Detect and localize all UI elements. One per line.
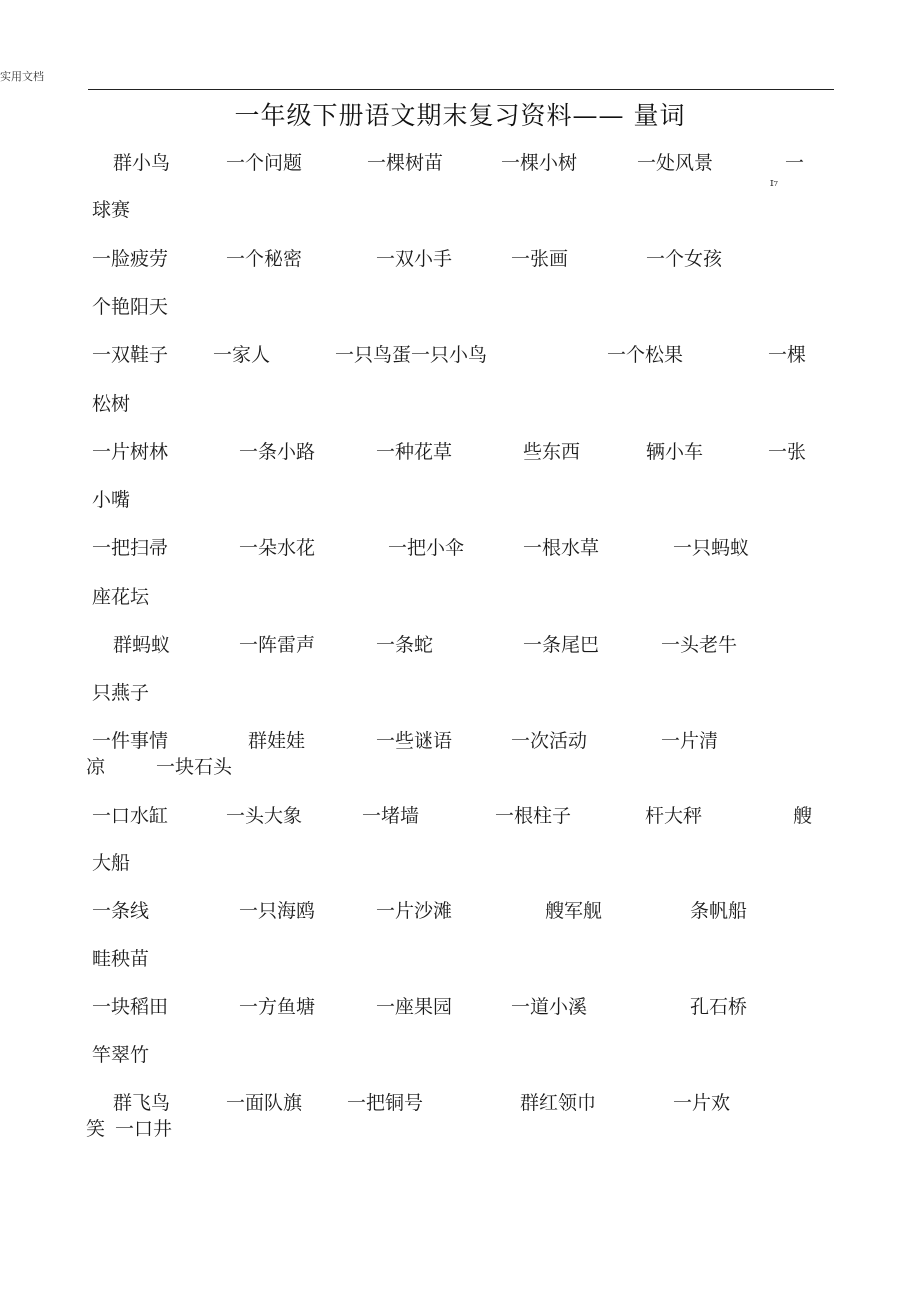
word: 条帆船 [690, 900, 748, 922]
word: 孔石桥 [690, 996, 748, 1018]
word: 艘军舰 [545, 900, 603, 922]
word: 些东西 [523, 441, 581, 463]
word: 一棵 [768, 344, 807, 366]
word: 座花坛 [92, 586, 150, 608]
word: 群蚂蚁 [113, 634, 171, 656]
word: 一口井 [115, 1118, 173, 1140]
word: 一条尾巴 [523, 634, 600, 656]
word: 一头老牛 [661, 634, 738, 656]
word: 一堵墙 [362, 805, 420, 827]
word: 一脸疲劳 [92, 248, 169, 270]
word: 一座果园 [376, 996, 453, 1018]
word: 一家人 [213, 344, 271, 366]
word: 群飞鸟 [113, 1092, 171, 1114]
word: 一方鱼塘 [239, 996, 316, 1018]
word: 艘 [793, 805, 813, 827]
word: 一片清 [661, 730, 719, 752]
word: 一个问题 [226, 152, 303, 174]
word: 辆小车 [646, 441, 704, 463]
word: 只燕子 [92, 682, 150, 704]
word: 一只鸟蛋一只小鸟 [335, 344, 488, 366]
word: 一块石头 [156, 756, 233, 778]
word: 一次活动 [511, 730, 588, 752]
word: 一块稻田 [92, 996, 169, 1018]
word: 一条小路 [239, 441, 316, 463]
word: 一条线 [92, 900, 150, 922]
word: 一双小手 [376, 248, 453, 270]
word: 一头大象 [226, 805, 303, 827]
word: 畦秧苗 [92, 948, 150, 970]
word: 一个女孩 [646, 248, 723, 270]
word: 笑 [86, 1118, 106, 1140]
page-fragment: ɪ₇ [770, 176, 778, 189]
word: 一道小溪 [511, 996, 588, 1018]
word: 一张 [768, 441, 807, 463]
word: 一条蛇 [376, 634, 434, 656]
word: 一双鞋子 [92, 344, 169, 366]
header-label: 实用文档 [0, 70, 44, 83]
word: 一些谜语 [376, 730, 453, 752]
word: 一处风景 [637, 152, 714, 174]
word: 一张画 [511, 248, 569, 270]
word: 一朵水花 [239, 537, 316, 559]
word: 凉 [86, 756, 106, 778]
word: 一口水缸 [92, 805, 169, 827]
word: 一片欢 [673, 1092, 731, 1114]
word: 一个松果 [607, 344, 684, 366]
word: 群小鸟 [113, 152, 171, 174]
word: 松树 [92, 393, 131, 415]
word: 群娃娃 [248, 730, 306, 752]
word: 大船 [92, 852, 131, 874]
word: 一把扫帚 [92, 537, 169, 559]
word: 球赛 [92, 199, 131, 221]
word: 一棵树苗 [367, 152, 444, 174]
word: 一根柱子 [495, 805, 572, 827]
page-title: 一年级下册语文期末复习资料—— 量词 [234, 101, 686, 130]
word: 一个秘密 [226, 248, 303, 270]
word: 一片沙滩 [376, 900, 453, 922]
word: 一只海鸥 [239, 900, 316, 922]
word: 一根水草 [523, 537, 600, 559]
word: 一阵雷声 [239, 634, 316, 656]
word: 一只蚂蚁 [673, 537, 750, 559]
word: 杆大秤 [645, 805, 703, 827]
word: 一件事情 [92, 730, 169, 752]
word: 一把铜号 [347, 1092, 424, 1114]
word: 个艳阳天 [92, 296, 169, 318]
word: 一片树林 [92, 441, 169, 463]
word: 一把小伞 [388, 537, 465, 559]
word: 群红领巾 [520, 1092, 597, 1114]
word: 一面队旗 [226, 1092, 303, 1114]
word: 竿翠竹 [92, 1044, 150, 1066]
word: 小嘴 [92, 489, 131, 511]
header-rule [88, 89, 834, 90]
word: 一种花草 [376, 441, 453, 463]
word: 一棵小树 [501, 152, 578, 174]
word: 一 [785, 152, 805, 174]
